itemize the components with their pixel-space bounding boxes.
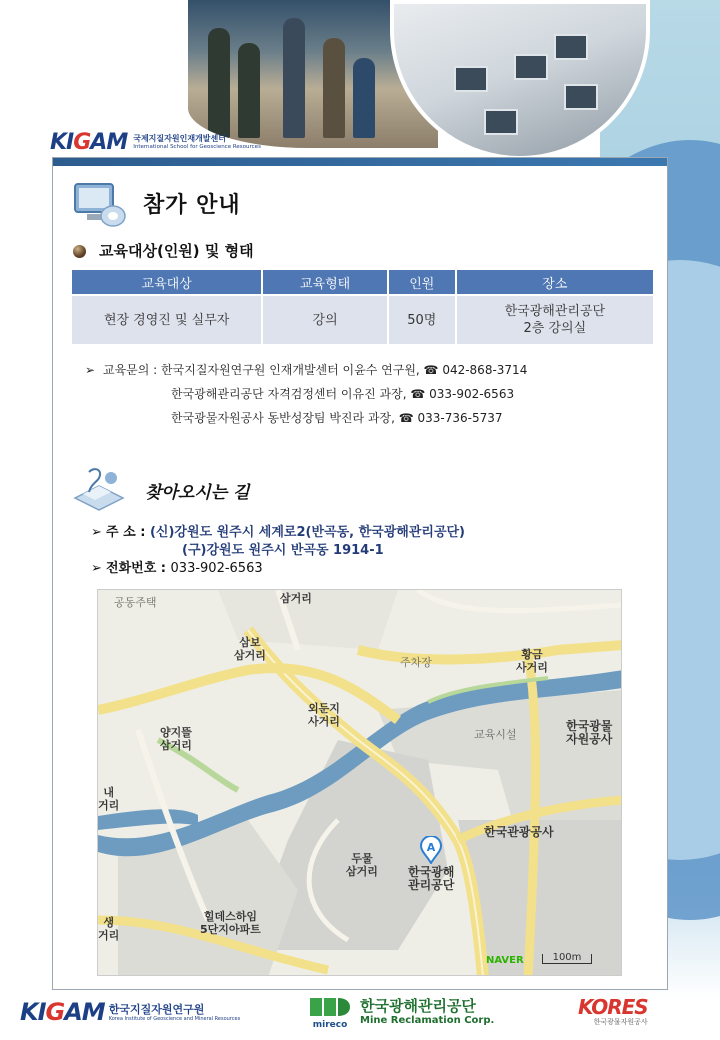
mireco-name-ko: 한국광해관리공단 <box>360 997 476 1015</box>
svg-text:mireco: mireco <box>312 1020 348 1030</box>
footer-logos <box>0 992 720 1040</box>
map-label: 삼거리 <box>280 592 312 605</box>
contact-line-2: 한국광해관리공단 자격검정센터 이유진 과장, ☎ 033-902-6563 <box>171 387 515 401</box>
mireco-emblem-icon <box>306 994 354 1030</box>
education-info-table <box>70 268 655 346</box>
section-title-participation: 참가 안내 <box>143 193 241 218</box>
location-map[interactable] <box>97 589 622 976</box>
place-line-2: 2층 강의실 <box>523 321 587 336</box>
logo-subtitle-en: International School for Geoscience Resources <box>133 144 261 150</box>
kigam-school-logo <box>50 130 261 155</box>
map-label: 황금 사거리 <box>516 648 548 674</box>
contact-line-3: 한국광물자원공사 동반성장팀 박진라 과장, ☎ 033-736-5737 <box>171 411 503 425</box>
address-line-1: (신)강원도 원주시 세계로2(반곡동, 한국광해관리공단) <box>149 525 465 540</box>
arrow-icon: ➢ <box>91 561 102 576</box>
logo-subtitle-ko: 국제지질자원인재개발센터 <box>133 134 226 143</box>
arrow-icon: ➢ <box>91 525 102 540</box>
kigam-logo <box>20 998 240 1026</box>
table-cell-target: 현장 경영진 및 실무자 <box>71 295 262 345</box>
monitor-icon <box>69 178 129 230</box>
map-label: 한국광해 관리공단 <box>408 865 455 892</box>
address-line-2: (구)강원도 원주시 반곡동 1914-1 <box>182 543 384 558</box>
map-label: 양지뜰 삼거리 <box>160 726 192 752</box>
map-label: 내 거리 <box>98 786 120 812</box>
place-line-1: 한국광해관리공단 <box>504 304 606 319</box>
kigam-footer-wordmark: KIGAM <box>20 998 105 1026</box>
header <box>0 0 720 170</box>
directions-icon <box>69 464 129 516</box>
address-block <box>91 524 465 578</box>
map-label: 두물 삼거리 <box>346 852 378 878</box>
kigam-name-en: Korea Institute of Geoscience and Mineral Resources <box>108 1015 241 1022</box>
map-label: 한국관광공사 <box>484 825 554 839</box>
contact-info <box>85 358 527 430</box>
kigam-wordmark: KIGAM <box>50 130 128 155</box>
map-label: 주차장 <box>400 656 432 669</box>
contact-line-1: 한국지질자원연구원 인재개발센터 이윤수 연구원, ☎ 042-868-3714 <box>161 363 528 377</box>
table-cell-count: 50명 <box>388 295 456 345</box>
map-provider-logo: NAVER <box>486 955 524 966</box>
table-header: 인원 <box>388 269 456 295</box>
main-panel <box>52 157 668 990</box>
bullet-sphere-icon <box>73 245 86 258</box>
table-header: 장소 <box>456 269 654 295</box>
map-label: 교육시설 <box>474 728 517 741</box>
kores-name-ko: 한국광물자원공사 <box>593 1018 648 1026</box>
subtitle-education-target: 교육대상(인원) 및 형태 <box>99 242 254 260</box>
table-header-row <box>71 269 654 295</box>
mireco-name-en: Mine Reclamation Corp. <box>360 1015 495 1026</box>
map-label: 힐데스하임 5단지아파트 <box>200 910 261 936</box>
table-header: 교육대상 <box>71 269 262 295</box>
phone-label: 전화번호 : <box>106 561 171 576</box>
address-label: 주 소 : <box>106 525 150 540</box>
map-label: 생 거리 <box>98 916 120 942</box>
map-label: 외둔지 사거리 <box>308 702 340 728</box>
map-scale: 100m <box>542 954 592 964</box>
phone-number: 033-902-6563 <box>170 561 263 576</box>
svg-text:A: A <box>426 841 436 854</box>
kigam-name-ko: 한국지질자원연구원 <box>108 1002 205 1016</box>
map-label: 공동주택 <box>114 596 157 609</box>
arrow-icon: ➢ <box>85 363 96 377</box>
table-cell-place <box>456 295 654 345</box>
table-cell-type: 강의 <box>262 295 388 345</box>
section-title-directions: 찾아오시는 길 <box>145 483 250 503</box>
map-marker-icon[interactable] <box>420 836 442 864</box>
mireco-logo <box>306 994 494 1030</box>
table-row <box>71 295 654 345</box>
table-header: 교육형태 <box>262 269 388 295</box>
map-label: 한국광물 자원공사 <box>566 719 613 746</box>
panel-top-bar <box>53 158 667 166</box>
map-label: 삼보 삼거리 <box>234 636 266 662</box>
contact-label: 교육문의 : <box>103 363 162 377</box>
kores-wordmark: KORES <box>578 995 648 1019</box>
kores-logo <box>578 996 648 1027</box>
